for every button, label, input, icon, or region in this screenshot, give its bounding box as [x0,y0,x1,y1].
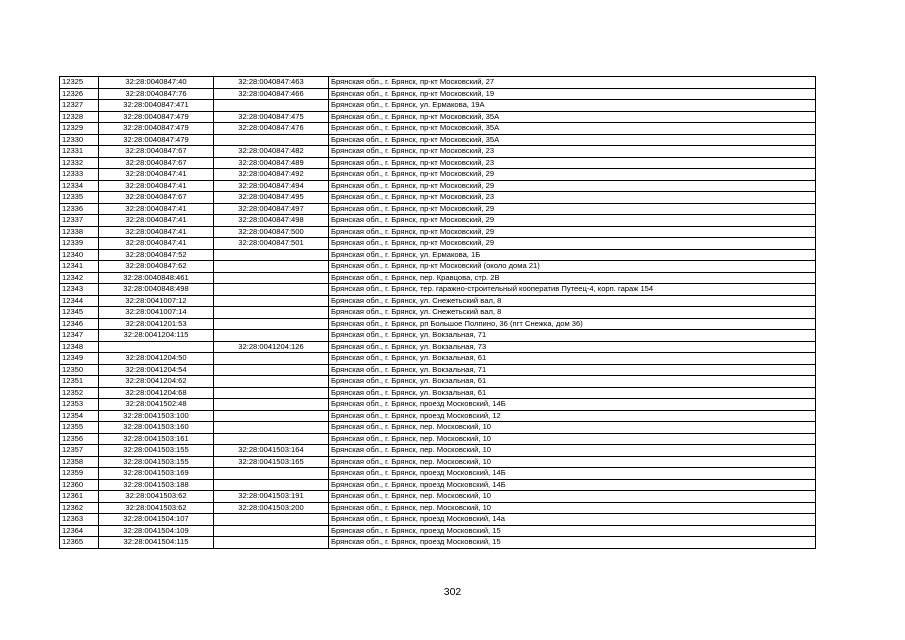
table-row [60,180,816,192]
table-row [60,272,816,284]
address-cell: Брянская обл., г. Брянск, проезд Московский, 14а [329,514,816,526]
cadastral-number-cell: 32:28:0040847:41 [99,169,214,181]
address-cell: Брянская обл., г. Брянск, пр-кт Московский, 29 [329,180,816,192]
cadastral-number-cell: 32:28:0041201:53 [99,318,214,330]
row-number-cell: 12359 [60,468,99,480]
address-cell: Брянская обл., г. Брянск, ул. Снежетьский вал, 8 [329,295,816,307]
cadastral-number-cell: 32:28:0041204:62 [99,376,214,388]
row-number-cell: 12339 [60,238,99,250]
address-cell: Брянская обл., г. Брянск, ул. Ермакова, 19А [329,100,816,112]
cadastral-number-cell: 32:28:0041503:155 [99,456,214,468]
cadastral-number-cell: 32:28:0041204:115 [99,330,214,342]
address-cell: Брянская обл., г. Брянск, рп Большое Полпино, 36 (пгт Снежка, дом 36) [329,318,816,330]
cadastral-number-cell: 32:28:0041502:48 [99,399,214,411]
row-number-cell: 12341 [60,261,99,273]
address-cell: Брянская обл., г. Брянск, пер. Московский, 10 [329,491,816,503]
linked-cadastral-number-cell [214,318,329,330]
cadastral-number-cell: 32:28:0041204:68 [99,387,214,399]
linked-cadastral-number-cell: 32:28:0040847:463 [214,77,329,89]
cadastral-number-cell: 32:28:0040847:479 [99,123,214,135]
linked-cadastral-number-cell: 32:28:0040847:466 [214,88,329,100]
table-row [60,525,816,537]
linked-cadastral-number-cell: 32:28:0040847:476 [214,123,329,135]
table-row [60,537,816,549]
address-cell: Брянская обл., г. Брянск, пр-кт Московский, 23 [329,157,816,169]
row-number-cell: 12336 [60,203,99,215]
row-number-cell: 12329 [60,123,99,135]
address-cell: Брянская обл., г. Брянск, пер. Московский, 10 [329,422,816,434]
linked-cadastral-number-cell [214,376,329,388]
linked-cadastral-number-cell [214,422,329,434]
linked-cadastral-number-cell [214,330,329,342]
linked-cadastral-number-cell [214,353,329,365]
address-cell: Брянская обл., г. Брянск, пер. Московский, 10 [329,433,816,445]
address-cell: Брянская обл., г. Брянск, пр-кт Московский, 27 [329,77,816,89]
table-row [60,410,816,422]
row-number-cell: 12332 [60,157,99,169]
cadastral-number-cell: 32:28:0041503:169 [99,468,214,480]
address-cell: Брянская обл., г. Брянск, пр-кт Московский, 29 [329,203,816,215]
linked-cadastral-number-cell: 32:28:0040847:497 [214,203,329,215]
row-number-cell: 12344 [60,295,99,307]
linked-cadastral-number-cell: 32:28:0041503:165 [214,456,329,468]
row-number-cell: 12331 [60,146,99,158]
cadastral-number-cell: 32:28:0040847:67 [99,146,214,158]
linked-cadastral-number-cell: 32:28:0041503:164 [214,445,329,457]
table-row [60,364,816,376]
linked-cadastral-number-cell: 32:28:0041503:200 [214,502,329,514]
linked-cadastral-number-cell: 32:28:0040847:501 [214,238,329,250]
table-row [60,502,816,514]
cadastral-number-cell: 32:28:0041007:14 [99,307,214,319]
table-row [60,88,816,100]
table-row [60,284,816,296]
table-row [60,341,816,353]
linked-cadastral-number-cell [214,387,329,399]
address-cell: Брянская обл., г. Брянск, пр-кт Московский, 35А [329,134,816,146]
table-row [60,318,816,330]
linked-cadastral-number-cell [214,134,329,146]
cadastral-number-cell: 32:28:0041504:109 [99,525,214,537]
cadastral-number-cell: 32:28:0041204:50 [99,353,214,365]
row-number-cell: 12354 [60,410,99,422]
address-cell: Брянская обл., г. Брянск, пр-кт Московский, 29 [329,226,816,238]
linked-cadastral-number-cell [214,468,329,480]
cadastral-number-cell: 32:28:0041503:62 [99,502,214,514]
linked-cadastral-number-cell [214,307,329,319]
row-number-cell: 12361 [60,491,99,503]
address-cell: Брянская обл., г. Брянск, тер. гаражно-строительный кооператив Путеец-4, корп. гараж 154 [329,284,816,296]
table-row [60,215,816,227]
table-row [60,353,816,365]
row-number-cell: 12362 [60,502,99,514]
row-number-cell: 12353 [60,399,99,411]
address-cell: Брянская обл., г. Брянск, ул. Вокзальная, 61 [329,353,816,365]
cadastral-number-cell: 32:28:0040847:67 [99,157,214,169]
linked-cadastral-number-cell: 32:28:0040847:494 [214,180,329,192]
linked-cadastral-number-cell [214,537,329,549]
address-cell: Брянская обл., г. Брянск, пер. Кравцова, стр. 2В [329,272,816,284]
linked-cadastral-number-cell [214,261,329,273]
cadastral-number-cell: 32:28:0040848:461 [99,272,214,284]
row-number-cell: 12364 [60,525,99,537]
table-row [60,468,816,480]
cadastral-number-cell: 32:28:0040847:41 [99,238,214,250]
linked-cadastral-number-cell: 32:28:0040847:482 [214,146,329,158]
row-number-cell: 12342 [60,272,99,284]
address-cell: Брянская обл., г. Брянск, проезд Московский, 15 [329,537,816,549]
row-number-cell: 12356 [60,433,99,445]
linked-cadastral-number-cell: 32:28:0040847:475 [214,111,329,123]
cadastral-number-cell: 32:28:0041503:161 [99,433,214,445]
address-cell: Брянская обл., г. Брянск, ул. Вокзальная, 61 [329,387,816,399]
table-row [60,479,816,491]
address-cell: Брянская обл., г. Брянск, ул. Вокзальная, 71 [329,330,816,342]
address-cell: Брянская обл., г. Брянск, ул. Вокзальная, 73 [329,341,816,353]
page-number: 302 [443,586,462,598]
linked-cadastral-number-cell: 32:28:0041204:126 [214,341,329,353]
cadastral-number-cell: 32:28:0041503:155 [99,445,214,457]
table-row [60,249,816,261]
address-cell: Брянская обл., г. Брянск, проезд Московский, 14Б [329,399,816,411]
table-row [60,134,816,146]
row-number-cell: 12325 [60,77,99,89]
cadastral-number-cell: 32:28:0040847:41 [99,203,214,215]
linked-cadastral-number-cell [214,410,329,422]
row-number-cell: 12365 [60,537,99,549]
address-cell: Брянская обл., г. Брянск, ул. Ермакова, 1Б [329,249,816,261]
table-row [60,146,816,158]
address-cell: Брянская обл., г. Брянск, ул. Вокзальная, 61 [329,376,816,388]
cadastral-number-cell: 32:28:0041007:12 [99,295,214,307]
table-row [60,111,816,123]
row-number-cell: 12340 [60,249,99,261]
row-number-cell: 12328 [60,111,99,123]
table-row [60,491,816,503]
cadastral-number-cell: 32:28:0040847:41 [99,215,214,227]
row-number-cell: 12346 [60,318,99,330]
linked-cadastral-number-cell: 32:28:0040847:489 [214,157,329,169]
cadastral-number-cell: 32:28:0041503:100 [99,410,214,422]
cadastral-number-cell: 32:28:0040847:62 [99,261,214,273]
table-row [60,330,816,342]
linked-cadastral-number-cell: 32:28:0040847:492 [214,169,329,181]
linked-cadastral-number-cell [214,525,329,537]
address-cell: Брянская обл., г. Брянск, пер. Московский, 10 [329,445,816,457]
row-number-cell: 12333 [60,169,99,181]
linked-cadastral-number-cell [214,284,329,296]
cadastral-number-cell [99,341,214,353]
cadastral-number-cell: 32:28:0040847:40 [99,77,214,89]
table-row [60,192,816,204]
row-number-cell: 12347 [60,330,99,342]
cadastral-number-cell: 32:28:0041504:115 [99,537,214,549]
cadastral-number-cell: 32:28:0040847:479 [99,134,214,146]
table-body [60,77,816,549]
row-number-cell: 12338 [60,226,99,238]
linked-cadastral-number-cell [214,479,329,491]
address-cell: Брянская обл., г. Брянск, проезд Московский, 14Б [329,468,816,480]
table-row [60,456,816,468]
address-cell: Брянская обл., г. Брянск, пр-кт Московский, 35А [329,111,816,123]
row-number-cell: 12352 [60,387,99,399]
address-cell: Брянская обл., г. Брянск, пер. Московский, 10 [329,502,816,514]
table-row [60,422,816,434]
table-row [60,387,816,399]
table-row [60,157,816,169]
address-cell: Брянская обл., г. Брянск, проезд Московский, 15 [329,525,816,537]
cadastral-number-cell: 32:28:0040847:67 [99,192,214,204]
table-row [60,100,816,112]
table-row [60,445,816,457]
row-number-cell: 12350 [60,364,99,376]
row-number-cell: 12358 [60,456,99,468]
row-number-cell: 12360 [60,479,99,491]
table-row [60,77,816,89]
linked-cadastral-number-cell: 32:28:0041503:191 [214,491,329,503]
row-number-cell: 12334 [60,180,99,192]
cadastral-number-cell: 32:28:0041503:188 [99,479,214,491]
address-cell: Брянская обл., г. Брянск, пр-кт Московский, 23 [329,192,816,204]
table-row [60,226,816,238]
table-row [60,433,816,445]
address-cell: Брянская обл., г. Брянск, проезд Московский, 12 [329,410,816,422]
linked-cadastral-number-cell [214,100,329,112]
table-row [60,123,816,135]
linked-cadastral-number-cell [214,249,329,261]
row-number-cell: 12343 [60,284,99,296]
row-number-cell: 12330 [60,134,99,146]
table-row [60,307,816,319]
cadastral-number-cell: 32:28:0040847:41 [99,180,214,192]
table-row [60,399,816,411]
linked-cadastral-number-cell [214,433,329,445]
row-number-cell: 12351 [60,376,99,388]
address-cell: Брянская обл., г. Брянск, пр-кт Московский, 29 [329,169,816,181]
address-cell: Брянская обл., г. Брянск, пер. Московский, 10 [329,456,816,468]
row-number-cell: 12355 [60,422,99,434]
row-number-cell: 12348 [60,341,99,353]
linked-cadastral-number-cell [214,272,329,284]
cadastral-number-cell: 32:28:0040847:479 [99,111,214,123]
cadastral-number-cell: 32:28:0040847:76 [99,88,214,100]
linked-cadastral-number-cell [214,364,329,376]
linked-cadastral-number-cell: 32:28:0040847:495 [214,192,329,204]
linked-cadastral-number-cell: 32:28:0040847:498 [214,215,329,227]
cadastral-number-cell: 32:28:0041204:54 [99,364,214,376]
address-cell: Брянская обл., г. Брянск, пр-кт Московский (около дома 21) [329,261,816,273]
linked-cadastral-number-cell [214,514,329,526]
cadastral-number-cell: 32:28:0041503:160 [99,422,214,434]
address-cell: Брянская обл., г. Брянск, пр-кт Московский, 19 [329,88,816,100]
row-number-cell: 12349 [60,353,99,365]
linked-cadastral-number-cell [214,399,329,411]
table-row [60,514,816,526]
table-row [60,169,816,181]
cadastral-number-cell: 32:28:0040847:52 [99,249,214,261]
address-cell: Брянская обл., г. Брянск, пр-кт Московский, 29 [329,215,816,227]
cadastral-number-cell: 32:28:0041503:62 [99,491,214,503]
table-row [60,203,816,215]
address-cell: Брянская обл., г. Брянск, пр-кт Московский, 29 [329,238,816,250]
cadastral-number-cell: 32:28:0040847:471 [99,100,214,112]
linked-cadastral-number-cell: 32:28:0040847:500 [214,226,329,238]
row-number-cell: 12345 [60,307,99,319]
row-number-cell: 12327 [60,100,99,112]
table-row [60,238,816,250]
linked-cadastral-number-cell [214,295,329,307]
row-number-cell: 12337 [60,215,99,227]
cadastral-number-cell: 32:28:0041504:107 [99,514,214,526]
address-cell: Брянская обл., г. Брянск, проезд Московский, 14Б [329,479,816,491]
table-row [60,261,816,273]
property-register-table [59,76,816,549]
table-row [60,376,816,388]
row-number-cell: 12335 [60,192,99,204]
row-number-cell: 12363 [60,514,99,526]
address-cell: Брянская обл., г. Брянск, пр-кт Московский, 35А [329,123,816,135]
cadastral-number-cell: 32:28:0040848:498 [99,284,214,296]
row-number-cell: 12326 [60,88,99,100]
address-cell: Брянская обл., г. Брянск, ул. Вокзальная, 71 [329,364,816,376]
address-cell: Брянская обл., г. Брянск, пр-кт Московский, 23 [329,146,816,158]
cadastral-number-cell: 32:28:0040847:41 [99,226,214,238]
row-number-cell: 12357 [60,445,99,457]
table-row [60,295,816,307]
address-cell: Брянская обл., г. Брянск, ул. Снежетьский вал, 8 [329,307,816,319]
